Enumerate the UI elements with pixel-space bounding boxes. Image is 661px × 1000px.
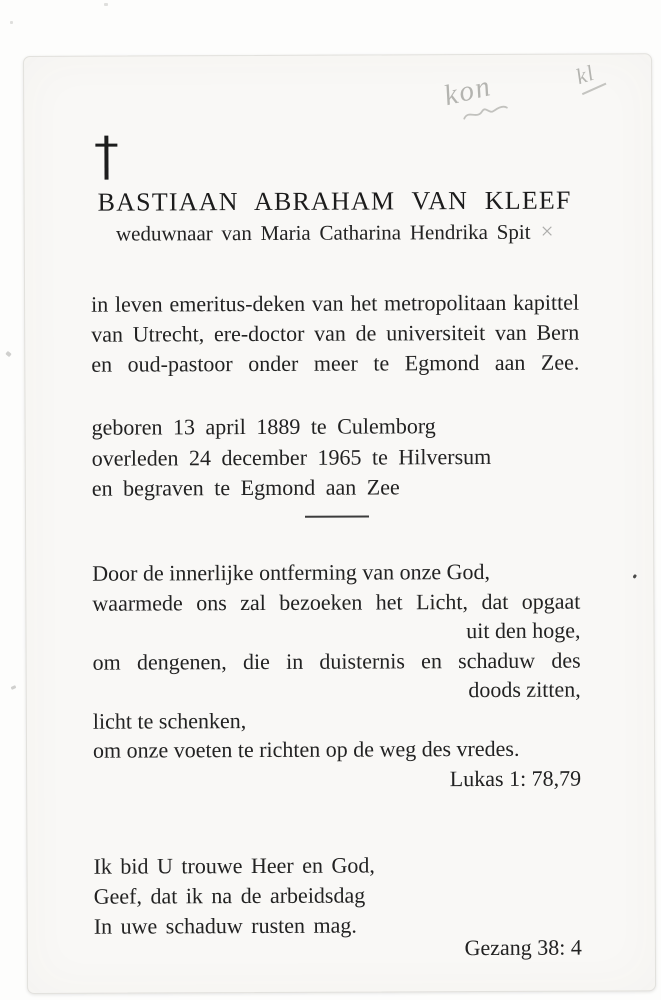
cross-icon: [95, 136, 117, 180]
pencil-note-kl-text: kl: [572, 59, 598, 90]
scripture-citation: Lukas 1: 78,79: [449, 765, 582, 792]
deceased-name: BASTIAAN ABRAHAM VAN KLEEF: [97, 185, 572, 217]
death-line: overleden 24 december 1965 te Hilversum: [91, 443, 492, 471]
pencil-note-kl: [573, 59, 606, 94]
closing-prayer-line: Ik bid U trouwe Heer en God,: [93, 852, 375, 879]
life-summary-line: in leven emeritus-deken van het metropolitaan kapittel: [91, 289, 580, 317]
scripture-line: Door de innerlijke ontferming van onze God,: [92, 558, 491, 586]
scripture-line: waarmede ons zal bezoeken het Licht, dat opgaat: [92, 588, 581, 616]
paper-speck: [10, 21, 13, 24]
life-summary-line: van Utrecht, ere-doctor van de universiteit van Bern: [91, 319, 580, 347]
section-divider: [305, 515, 369, 517]
life-summary: [91, 288, 579, 380]
closing-prayer-line: Geef, dat ik na de arbeidsdag: [93, 882, 366, 909]
memorial-card: [23, 53, 656, 994]
pencil-note-kon-text: kon: [441, 70, 495, 113]
pencil-note-kon: [441, 72, 494, 111]
scripture-line: doods zitten,: [468, 676, 581, 703]
scripture-line: om onze voeten te richten op de weg des vredes.: [92, 735, 520, 763]
ink-speck: [632, 574, 637, 579]
scripture-verse: [92, 557, 581, 766]
closing-prayer-line: In uwe schaduw rusten mag.: [93, 912, 357, 939]
paper-speck: [11, 685, 17, 690]
life-summary-line: en oud-pastoor onder meer te Egmond aan Zee.: [91, 349, 580, 377]
paper-speck: [104, 3, 108, 6]
scripture-line: om dengenen, die in duisternis en schaduw des: [92, 647, 581, 675]
vital-dates: [92, 411, 580, 505]
closing-citation: Gezang 38: 4: [464, 934, 582, 961]
scripture-line: uit den hoge,: [466, 617, 581, 644]
relation-line: [85, 219, 585, 247]
pencil-x-mark: ×: [540, 218, 554, 244]
relation-text: weduwnaar van Maria Catharina Hendrika Spit: [115, 219, 531, 246]
paper-speck: [5, 351, 11, 357]
scripture-line: licht te schenken,: [92, 707, 247, 734]
closing-prayer: [93, 850, 581, 942]
birth-line: geboren 13 april 1889 te Culemborg: [91, 413, 436, 440]
burial-line: en begraven te Egmond aan Zee: [91, 474, 400, 501]
